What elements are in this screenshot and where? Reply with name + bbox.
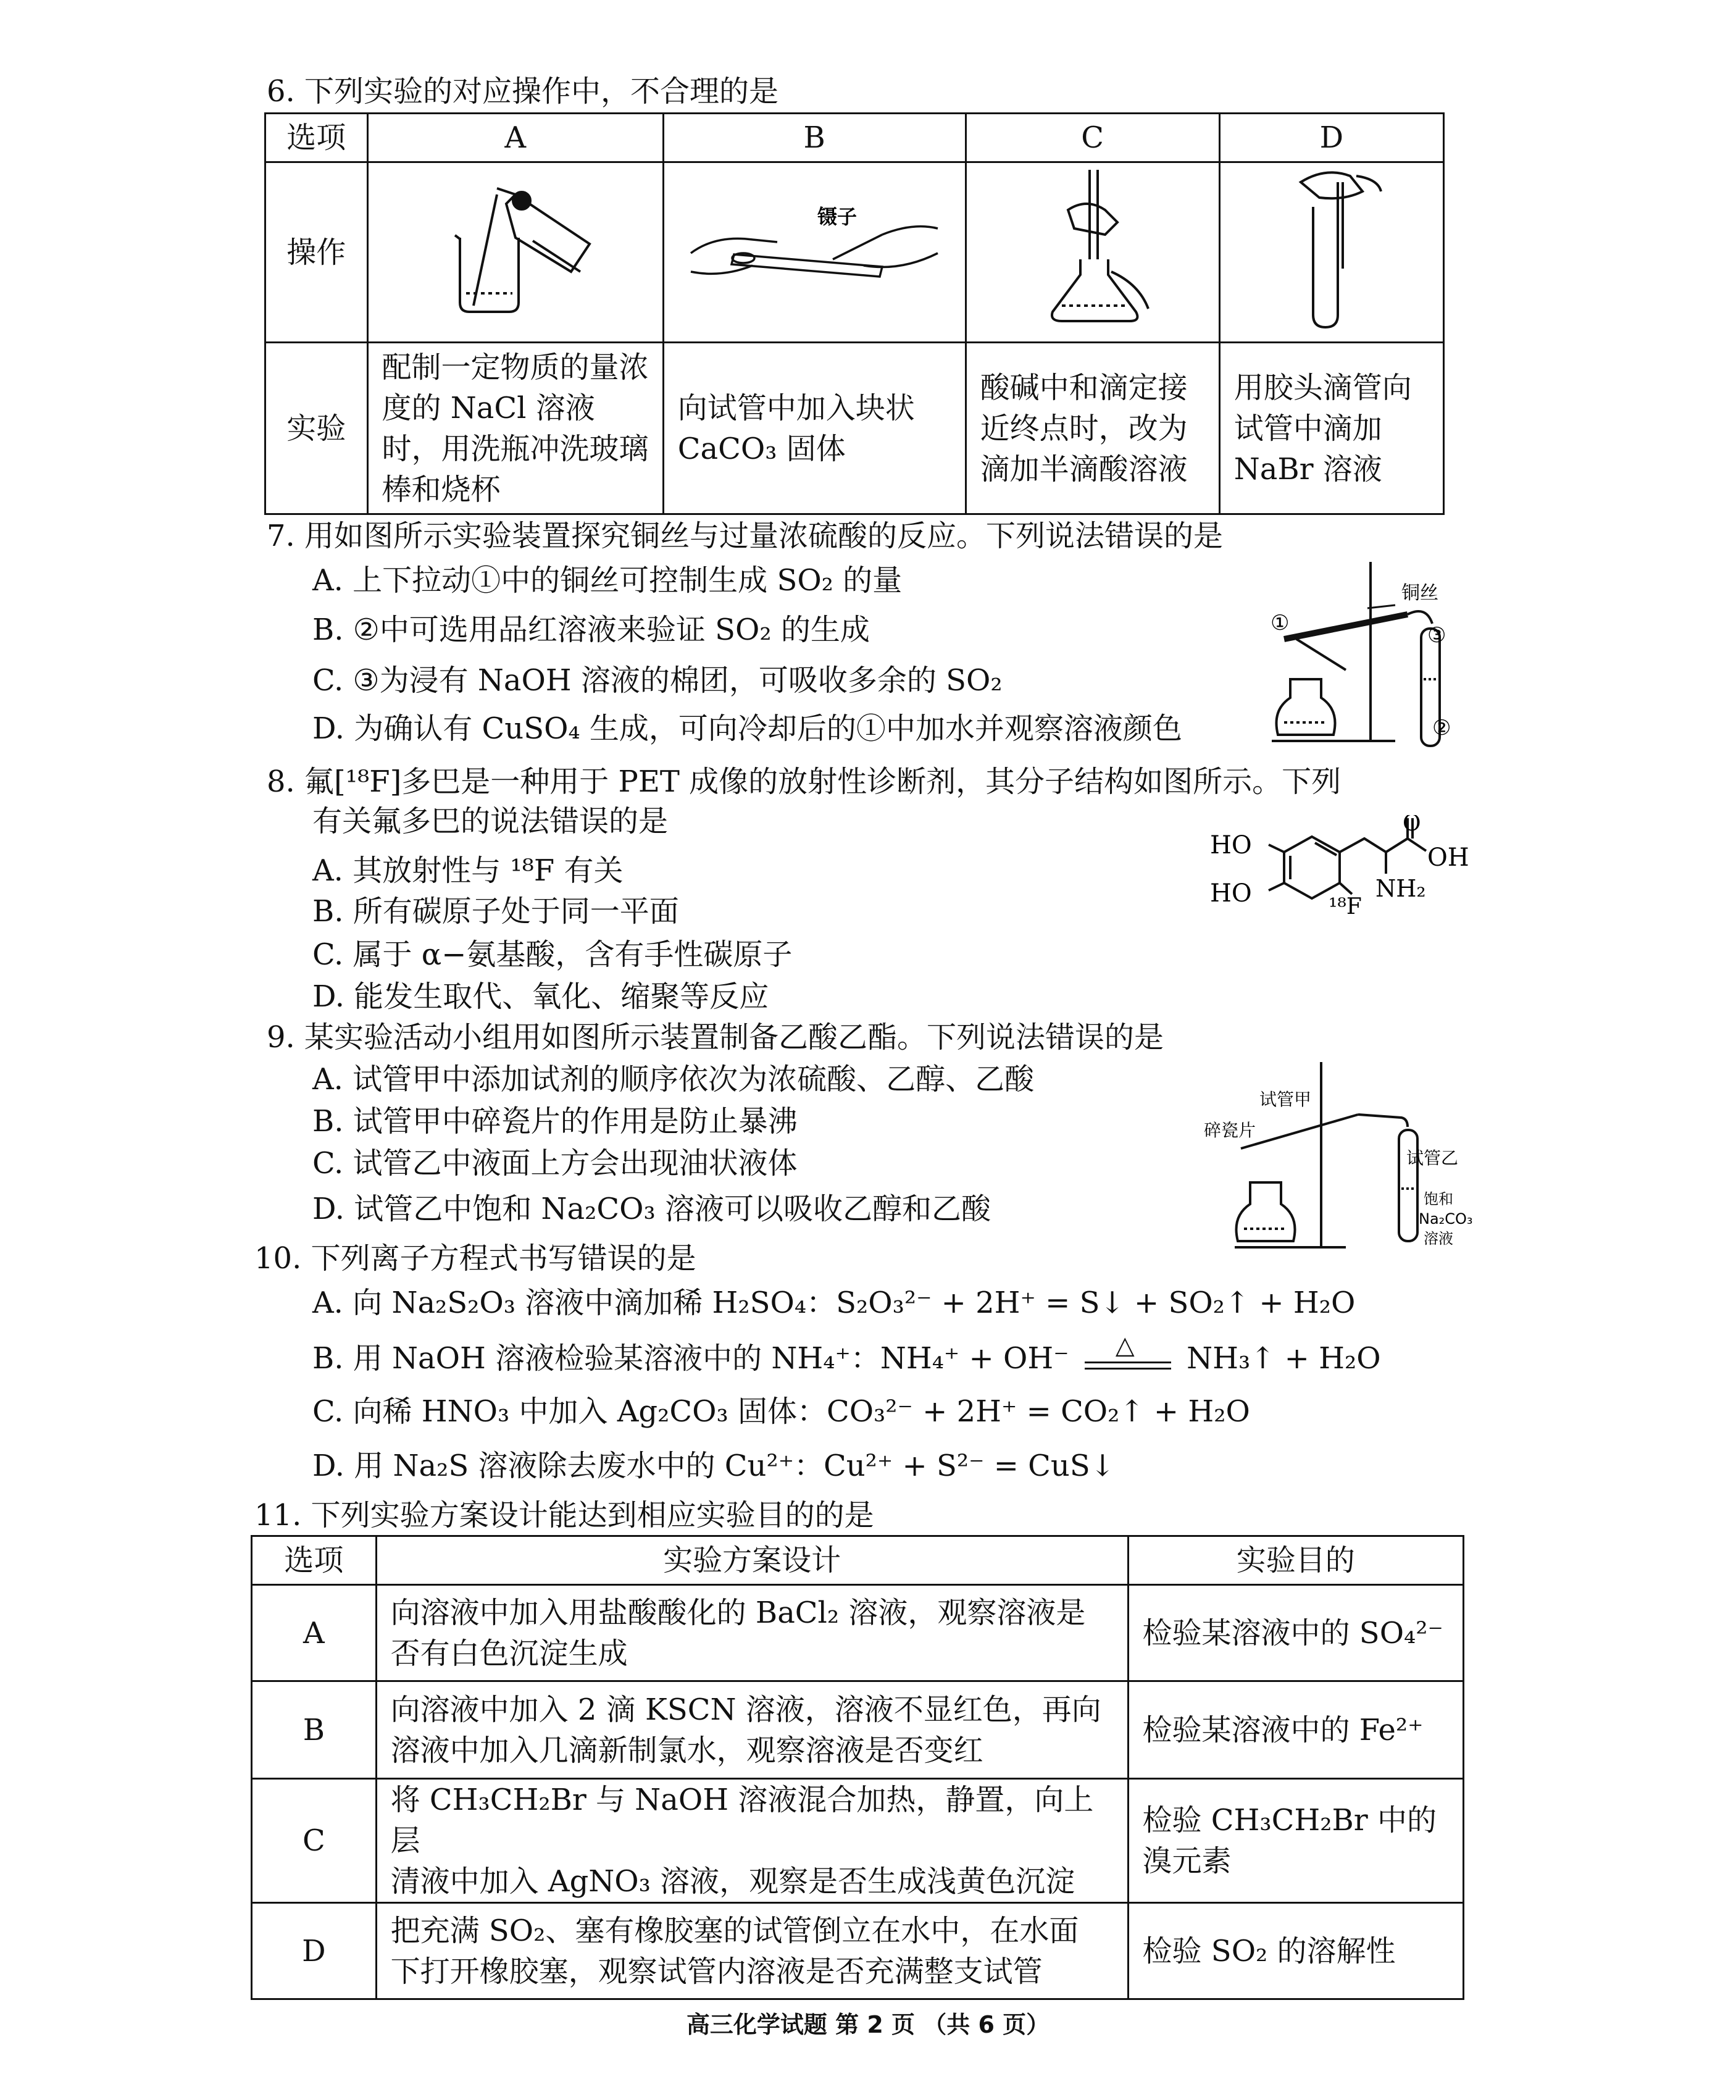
q11-row-c-design bbox=[376, 1779, 1128, 1903]
q6-figure-b bbox=[663, 162, 966, 343]
goal-line-2: 溴元素 bbox=[1142, 1844, 1232, 1878]
q6-header-d: D bbox=[1219, 114, 1443, 162]
q9-option-a: A. 试管甲中添加试剂的顺序依次为浓硫酸、乙醇、乙酸 bbox=[312, 1062, 1035, 1097]
q7-option-d: D. 为确认有 CuSO₄ 生成，可向冷却后的①中加水并观察溶液颜色 bbox=[312, 711, 1182, 746]
q6-table bbox=[264, 112, 1445, 515]
q8-title-line2: 有关氟多巴的说法错误的是 bbox=[312, 804, 669, 839]
q10-option-b bbox=[312, 1331, 1381, 1377]
mol-o: O bbox=[1403, 815, 1421, 837]
goal-line-1: 检验某溶液中的 SO₄²⁻ bbox=[1142, 1615, 1443, 1650]
q6-experiment-row bbox=[265, 343, 1444, 514]
q8-option-c: C. 属于 α−氨基酸，含有手性碳原子 bbox=[312, 937, 793, 972]
table-row bbox=[252, 1779, 1464, 1903]
heat-arrow-icon bbox=[1085, 1331, 1171, 1376]
q7-label-one: ① bbox=[1271, 611, 1290, 635]
q9-option-d: D. 试管乙中饱和 Na₂CO₃ 溶液可以吸收乙醇和乙酸 bbox=[312, 1192, 991, 1226]
mol-ho-bottom: HO bbox=[1210, 879, 1252, 908]
q6-figure-d bbox=[1219, 162, 1443, 343]
q9-label-na2co3: Na₂CO₃ bbox=[1419, 1210, 1473, 1228]
q11-row-c-goal bbox=[1128, 1779, 1463, 1903]
q6-header-a: A bbox=[367, 114, 663, 162]
q9-label-tube-b: 试管乙 bbox=[1406, 1148, 1459, 1168]
q9-label-saturated: 饱和 bbox=[1424, 1190, 1453, 1208]
q7-label-wire: 铜丝 bbox=[1401, 582, 1438, 604]
q10-option-b-right: NH₃↑ + H₂O bbox=[1187, 1341, 1381, 1376]
q11-row-a-goal bbox=[1128, 1585, 1463, 1681]
page-footer: 高三化学试题 第 2 页 （共 6 页） bbox=[686, 2011, 1050, 2038]
q11-row-a-design bbox=[376, 1585, 1128, 1681]
goal-line-1: 检验某溶液中的 Fe²⁺ bbox=[1142, 1712, 1424, 1747]
q6-figure-a bbox=[367, 162, 663, 343]
q8-title-line1: 8. 氟[¹⁸F]多巴是一种用于 PET 成像的放射性诊断剂，其分子结构如图所示。下列 bbox=[267, 764, 1342, 799]
q9-label-tube-a: 试管甲 bbox=[1259, 1089, 1312, 1110]
q7-option-c: C. ③为浸有 NaOH 溶液的棉团，可吸收多余的 SO₂ bbox=[312, 663, 1003, 698]
q11-title: 11. 下列实验方案设计能达到相应实验目的的是 bbox=[254, 1498, 874, 1533]
tweezers-label: 镊子 bbox=[817, 205, 858, 228]
q6-row-label-operation: 操作 bbox=[265, 162, 368, 343]
q7-option-a: A. 上下拉动①中的铜丝可控制生成 SO₂ 的量 bbox=[312, 563, 903, 598]
q11-row-d-option: D bbox=[252, 1903, 377, 1999]
q11-header-goal: 实验目的 bbox=[1128, 1536, 1463, 1585]
q6-header-c: C bbox=[966, 114, 1219, 162]
table-row bbox=[252, 1681, 1464, 1779]
q10-option-d: D. 用 Na₂S 溶液除去废水中的 Cu²⁺：Cu²⁺ + S²⁻ = CuS↓ bbox=[312, 1449, 1115, 1483]
q6-exp-a: 配制一定物质的量浓度的 NaCl 溶液时，用洗瓶冲洗玻璃棒和烧杯 bbox=[367, 343, 663, 514]
design-line-2: 溶液中加入几滴新制氯水，观察溶液是否变红 bbox=[390, 1733, 983, 1768]
q8-option-b: B. 所有碳原子处于同一平面 bbox=[312, 894, 679, 929]
design-line-1: 把充满 SO₂、塞有橡胶塞的试管倒立在水中，在水面 bbox=[390, 1913, 1079, 1948]
dropper-test-tube-icon bbox=[1276, 164, 1387, 330]
q6-operation-row bbox=[265, 162, 1444, 343]
q9-apparatus-figure bbox=[1204, 1056, 1475, 1260]
q6-header-option: 选项 bbox=[265, 114, 368, 162]
q11-row-b-option: B bbox=[252, 1681, 377, 1779]
q11-row-a-option: A bbox=[252, 1585, 377, 1681]
q6-exp-b: 向试管中加入块状 CaCO₃ 固体 bbox=[663, 343, 966, 514]
mol-f18: ¹⁸F bbox=[1329, 894, 1362, 919]
design-line-1: 向溶液中加入 2 滴 KSCN 溶液，溶液不显红色，再向 bbox=[390, 1692, 1101, 1727]
q7-title: 7. 用如图所示实验装置探究铜丝与过量浓硫酸的反应。下列说法错误的是 bbox=[267, 519, 1224, 553]
q6-title: 6. 下列实验的对应操作中，不合理的是 bbox=[267, 74, 779, 109]
q7-apparatus-figure bbox=[1259, 556, 1457, 753]
design-line-2: 否有白色沉淀生成 bbox=[390, 1636, 628, 1671]
q8-option-d: D. 能发生取代、氧化、缩聚等反应 bbox=[312, 979, 769, 1014]
q7-label-three: ③ bbox=[1427, 623, 1446, 648]
q10-title: 10. 下列离子方程式书写错误的是 bbox=[254, 1241, 696, 1276]
goal-line-1: 检验 CH₃CH₂Br 中的 bbox=[1142, 1803, 1437, 1838]
wash-bottle-beaker-icon bbox=[423, 170, 608, 324]
q7-label-two: ② bbox=[1432, 716, 1451, 740]
q6-row-label-experiment: 实验 bbox=[265, 343, 368, 514]
q6-exp-d: 用胶头滴管向试管中滴加 NaBr 溶液 bbox=[1219, 343, 1443, 514]
design-line-1: 将 CH₃CH₂Br 与 NaOH 溶液混合加热，静置，向上层 bbox=[390, 1783, 1094, 1858]
heat-symbol: △ bbox=[1115, 1331, 1135, 1360]
q9-option-b: B. 试管甲中碎瓷片的作用是防止暴沸 bbox=[312, 1104, 798, 1139]
q11-header-option: 选项 bbox=[252, 1536, 377, 1585]
q7-option-b: B. ②中可选用品红溶液来验证 SO₂ 的生成 bbox=[312, 613, 870, 647]
q9-title: 9. 某实验活动小组用如图所示装置制备乙酸乙酯。下列说法错误的是 bbox=[267, 1020, 1164, 1055]
q6-exp-c: 酸碱中和滴定接近终点时，改为滴加半滴酸溶液 bbox=[966, 343, 1219, 514]
q11-row-d-design bbox=[376, 1903, 1128, 1999]
q11-row-d-goal bbox=[1128, 1903, 1463, 1999]
q9-label-solution: 溶液 bbox=[1424, 1230, 1453, 1247]
design-line-2: 下打开橡胶塞，观察试管内溶液是否充满整支试管 bbox=[390, 1954, 1043, 1989]
design-line-1: 向溶液中加入用盐酸酸化的 BaCl₂ 溶液，观察溶液是 bbox=[390, 1595, 1086, 1630]
q11-header-row bbox=[252, 1536, 1464, 1585]
q9-option-c: C. 试管乙中液面上方会出现油状液体 bbox=[312, 1146, 798, 1181]
q8-molecule-figure bbox=[1210, 815, 1469, 945]
q10-option-a: A. 向 Na₂S₂O₃ 溶液中滴加稀 H₂SO₄：S₂O₃²⁻ + 2H⁺ = S↓ + SO₂↑ + H₂O bbox=[312, 1286, 1356, 1320]
q11-row-b-design bbox=[376, 1681, 1128, 1779]
mol-oh: OH bbox=[1427, 843, 1469, 872]
table-row bbox=[252, 1585, 1464, 1681]
q10-option-c: C. 向稀 HNO₃ 中加入 Ag₂CO₃ 固体：CO₃²⁻ + 2H⁺ = CO₂↑ + H₂O bbox=[312, 1394, 1250, 1429]
mol-nh2: NH₂ bbox=[1375, 875, 1426, 902]
q6-header-row bbox=[265, 114, 1444, 162]
q9-label-chips: 碎瓷片 bbox=[1204, 1120, 1256, 1140]
q10-option-b-left: B. 用 NaOH 溶液检验某溶液中的 NH₄⁺：NH₄⁺ + OH⁻ bbox=[312, 1341, 1069, 1376]
table-row bbox=[252, 1903, 1464, 1999]
q11-row-b-goal bbox=[1128, 1681, 1463, 1779]
q11-header-design: 实验方案设计 bbox=[376, 1536, 1128, 1585]
q11-row-c-option: C bbox=[252, 1779, 377, 1903]
q6-figure-c bbox=[966, 162, 1219, 343]
design-line-2: 清液中加入 AgNO₃ 溶液，观察是否生成浅黄色沉淀 bbox=[390, 1864, 1075, 1899]
mol-ho-top: HO bbox=[1210, 831, 1252, 860]
titration-flask-icon bbox=[1031, 167, 1154, 327]
tweezers-test-tube-icon bbox=[678, 185, 950, 309]
goal-line-1: 检验 SO₂ 的溶解性 bbox=[1142, 1933, 1396, 1968]
q6-header-b: B bbox=[663, 114, 966, 162]
q11-table bbox=[251, 1535, 1464, 2000]
q8-option-a: A. 其放射性与 ¹⁸F 有关 bbox=[312, 853, 624, 888]
